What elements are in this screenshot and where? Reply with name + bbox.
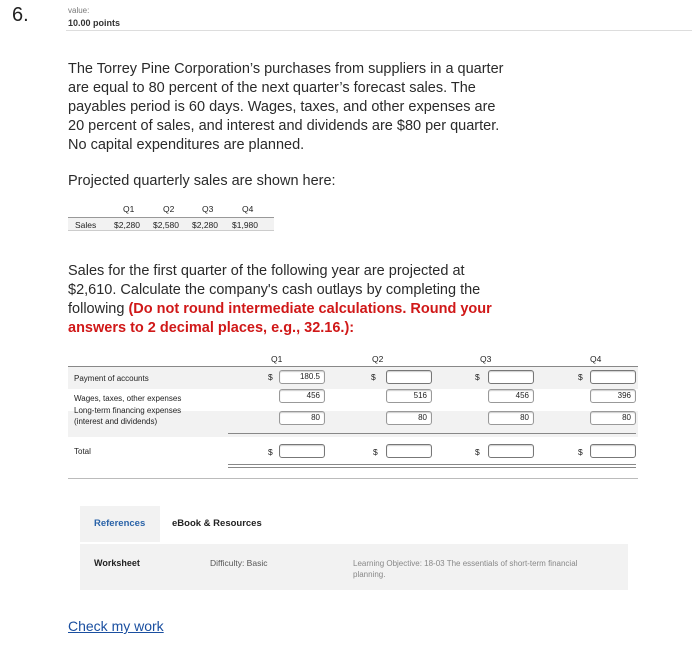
interest-row-label-line1: Long-term financing expenses: [74, 406, 182, 415]
total-row-label: Total: [74, 447, 91, 456]
total-q4-input[interactable]: [590, 444, 636, 458]
worksheet-label[interactable]: Worksheet: [94, 558, 140, 568]
problem-paragraph: The Torrey Pine Corporation’s purchases from suppliers in a quarter are equal to 80 percent of the next quarter’s forecast sales. The payables period is 60 days. Wages, taxes, and other expenses are 20 percent of sales, and interest and dividends are $80 per quarter. No capital expenditures are planned.: [68, 61, 504, 153]
total-q3-input[interactable]: [488, 444, 534, 458]
wages-q2-input[interactable]: 516: [386, 389, 432, 403]
subtotal-rule: [228, 433, 636, 434]
payment-q2-input[interactable]: [386, 370, 432, 384]
total-double-rule-lower: [228, 467, 636, 468]
currency-symbol: $: [373, 447, 378, 457]
cash-header-q2: Q2: [372, 354, 384, 364]
total-double-rule-upper: [228, 464, 636, 465]
sales-row-label: Sales: [75, 220, 97, 230]
sales-row: [68, 217, 274, 231]
payment-row-label: Payment of accounts: [74, 374, 149, 383]
sales-intro: Projected quarterly sales are shown here:: [68, 173, 336, 189]
check-my-work-link[interactable]: Check my work: [68, 618, 164, 634]
sales-value-q4: $1,980: [232, 220, 258, 230]
currency-symbol: $: [475, 372, 480, 382]
interest-q4-input[interactable]: 80: [590, 411, 636, 425]
currency-symbol: $: [268, 372, 273, 382]
sales-header-q4: Q4: [242, 204, 254, 214]
rounding-instructions: (Do not round intermediate calculations. Round your answers to 2 decimal places, e.g., 32.16.):: [68, 301, 492, 336]
interest-q1-input[interactable]: 80: [279, 411, 325, 425]
value-label: value:: [68, 6, 90, 15]
payment-q4-input[interactable]: [590, 370, 636, 384]
cash-table-bottom-rule: [68, 478, 638, 479]
sales-header-q3: Q3: [202, 204, 214, 214]
sales-header-q2: Q2: [163, 204, 175, 214]
header-divider: [66, 30, 692, 31]
learning-objective: Learning Objective: 18-03 The essentials of short-term financial planning.: [353, 559, 578, 579]
payment-q1-input[interactable]: 180.5: [279, 370, 325, 384]
sales-header-q1: Q1: [123, 204, 135, 214]
currency-symbol: $: [578, 447, 583, 457]
currency-symbol: $: [268, 447, 273, 457]
currency-symbol: $: [578, 372, 583, 382]
payment-row-shade: [68, 367, 638, 389]
wages-row-label: Wages, taxes, other expenses: [74, 394, 182, 403]
ebook-resources-tab[interactable]: eBook & Resources: [172, 518, 262, 529]
cash-outlays-table: [68, 354, 638, 482]
payment-q3-input[interactable]: [488, 370, 534, 384]
sales-header-row: [68, 204, 274, 216]
sales-value-q2: $2,580: [153, 220, 179, 230]
cash-header-q3: Q3: [480, 354, 492, 364]
wages-q4-input[interactable]: 396: [590, 389, 636, 403]
sales-value-q3: $2,280: [192, 220, 218, 230]
references-tab[interactable]: References: [94, 518, 146, 529]
interest-q3-input[interactable]: 80: [488, 411, 534, 425]
interest-row-label-line2: (interest and dividends): [74, 417, 158, 426]
difficulty-label: Difficulty: Basic: [210, 558, 268, 568]
currency-symbol: $: [371, 372, 376, 382]
cash-header-q1: Q1: [271, 354, 283, 364]
interest-q2-input[interactable]: 80: [386, 411, 432, 425]
points-value: 10.00 points: [68, 18, 121, 28]
question-number: 6.: [12, 4, 29, 26]
references-panel: [68, 506, 628, 608]
cash-header-q4: Q4: [590, 354, 602, 364]
currency-symbol: $: [475, 447, 480, 457]
instructions-text: Sales for the first quarter of the following year are projected at $2,610. Calculate the company's cash outlays by completing the following: [68, 263, 481, 317]
wages-q3-input[interactable]: 456: [488, 389, 534, 403]
instructions-paragraph: [68, 262, 514, 338]
wages-q1-input[interactable]: 456: [279, 389, 325, 403]
total-q1-input[interactable]: [279, 444, 325, 458]
sales-value-q1: $2,280: [114, 220, 140, 230]
total-q2-input[interactable]: [386, 444, 432, 458]
